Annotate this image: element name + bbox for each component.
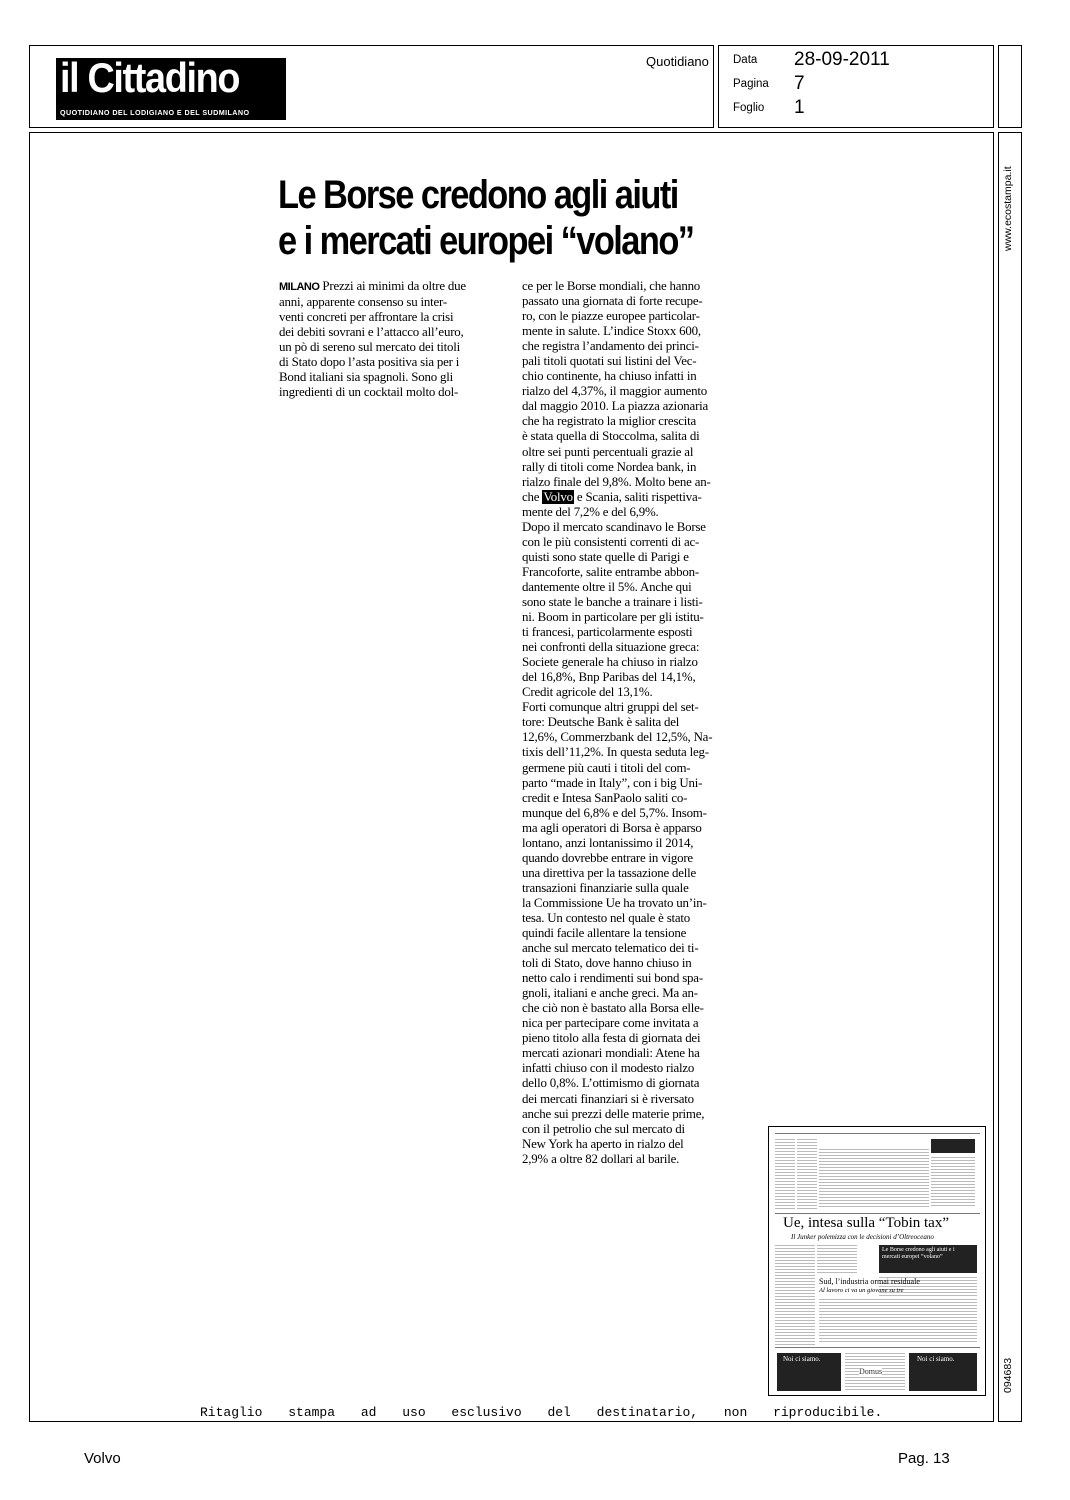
date-value: 28-09-2011 — [794, 49, 890, 70]
article-dateline: MILANO — [279, 281, 320, 293]
copyright-note: Ritaglio stampa ad uso esclusivo del destinatario, non riproducibile. — [200, 1405, 883, 1420]
side-strip — [998, 132, 1022, 1422]
thumb-headline: Ue, intesa sulla “Tobin tax” — [783, 1215, 949, 1231]
publication-type: Quotidiano — [646, 54, 709, 69]
thumb-sud-line-1: Sud, l’industria ormai residuale — [819, 1277, 920, 1286]
column-1-text: Prezzi ai minimi da oltre due anni, apparente consenso su inter- venti concreti per affrontare la crisi dei debiti sovrani e l’attacco all’euro, un pò di sereno sul mercato dei titoli di Stato dopo l’asta positiva sia per i Bond italiani sia spagnoli. Sono gli ingredienti di un cocktail molto dol- — [279, 279, 466, 400]
headline-line-1: Le Borse credono agli aiuti — [278, 173, 678, 217]
headline-line-2: e i mercati europei “volano” — [278, 219, 694, 263]
thumb-ad-left: Noi ci siamo. — [783, 1355, 821, 1363]
column-2-text-end: e Scania, saliti rispettiva- mente del 7,2% e del 6,9%. Dopo il mercato scandinavo le Borse con le più consistenti correnti di ac- quisti sono state quelle di Parigi e Francoforte, salite entrambe abbon- dantemente oltre il 5%. Anche qui sono state le banche a trainare i listi- ni. Boom in particolare per gli istitu- ti francesi, particolarmente esposti nei confronti della situazione greca: Societe generale ha chiuso in rialzo del 16,8%, Bnp Paribas del 14,1%, Credit agricole del 13,1%. Forti comunque altri gruppi del set- tore: Deutsche Bank è salita del 12,6%, Commerzbank del 12,5%, Na- tixis dell’11,2%. In questa seduta leg- germene più cauti i titoli del com- parto “made in Italy”, con i big Uni- credit e Intesa SanPaolo saliti co- munque del 6,8% e del 5,7%. Insom- ma agli operatori di Borsa è apparso lontano, anzi lontanissimo il 2014, quando dovrebbe entrare in vigore una direttiva per la tassazione delle transazioni finanziarie sulla quale la Commissione Ue ha trovato un’in- tesa. Un contesto nel quale è stato quindi facile allentare la tensione anche sul mercato telematico dei ti- toli di Stato, dove hanno chiuso in netto calo i rendimenti sui bond spa- gnoli, italiani e anche greci. Ma an- che ciò non è bastato alla Borsa elle- nica per partecipare come invitata a pieno titolo alla festa di giornata dei mercati azionari mondiali: Atene ha infatti chiuso con il modesto rialzo dello 0,8%. L’ottimismo di giornata dei mercati finanziari si è riversato anche sui prezzi delle materie prime, con il petrolio che sul mercato di New York ha aperto in rialzo del 2,9% a oltre 82 dollari al barile. — [522, 489, 713, 1166]
masthead-box — [29, 45, 714, 128]
article-column-2 — [522, 279, 757, 1167]
thumb-ad-mid: Domus — [859, 1367, 883, 1376]
sheet-label: Foglio — [733, 102, 765, 114]
page-thumbnail — [768, 1126, 986, 1396]
article-headline — [278, 172, 708, 264]
date-label: Data — [733, 54, 758, 66]
clip-code: 094683 — [1002, 1357, 1014, 1393]
highlighted-keyword: Volvo — [543, 489, 573, 504]
meta-box — [718, 45, 994, 128]
thumb-sud-line-2: Al lavoro ci va un giovane su tre — [819, 1287, 904, 1294]
article-column-1 — [279, 279, 514, 400]
sheet-value: 1 — [794, 97, 805, 118]
logo-title: il Cittadino — [60, 54, 240, 101]
newspaper-logo — [56, 54, 286, 120]
thumb-ad-right: Noi ci siamo. — [917, 1355, 955, 1363]
page-value: 7 — [794, 73, 805, 94]
page-number: Pag. 13 — [898, 1450, 950, 1467]
thumb-box-title: Le Borse credono agli aiuti e i mercati europei “volano” — [882, 1247, 955, 1260]
website-label: www.ecostampa.it — [1002, 166, 1014, 251]
column-2-text-start: ce per le Borse mondiali, che hanno passato una giornata di forte recupe- ro, con le piazze europee particolar- mente in salute. L’indice Stoxx 600, che registra l’andamento dei princi- pali titoli quotati sui listini del Vec- chio continente, ha chiuso infatti in rialzo del 4,37%, il maggior aumento dal maggio 2010. La piazza azionaria che ha registrato la miglior crescita è stata quella di Stoccolma, salita di oltre sei punti percentuali grazie al rally di titoli come Nordea bank, in rialzo finale del 9,8%. Molto bene an- che — [522, 279, 711, 504]
header-side-box — [998, 45, 1022, 128]
clipping-keyword: Volvo — [84, 1450, 121, 1467]
page-label: Pagina — [733, 78, 769, 90]
thumb-subhead: Il Junker polemizza con le decisioni d’Oltreoceano — [791, 1233, 934, 1241]
logo-subtitle: QUOTIDIANO DEL LODIGIANO E DEL SUDMILANO — [60, 108, 250, 117]
